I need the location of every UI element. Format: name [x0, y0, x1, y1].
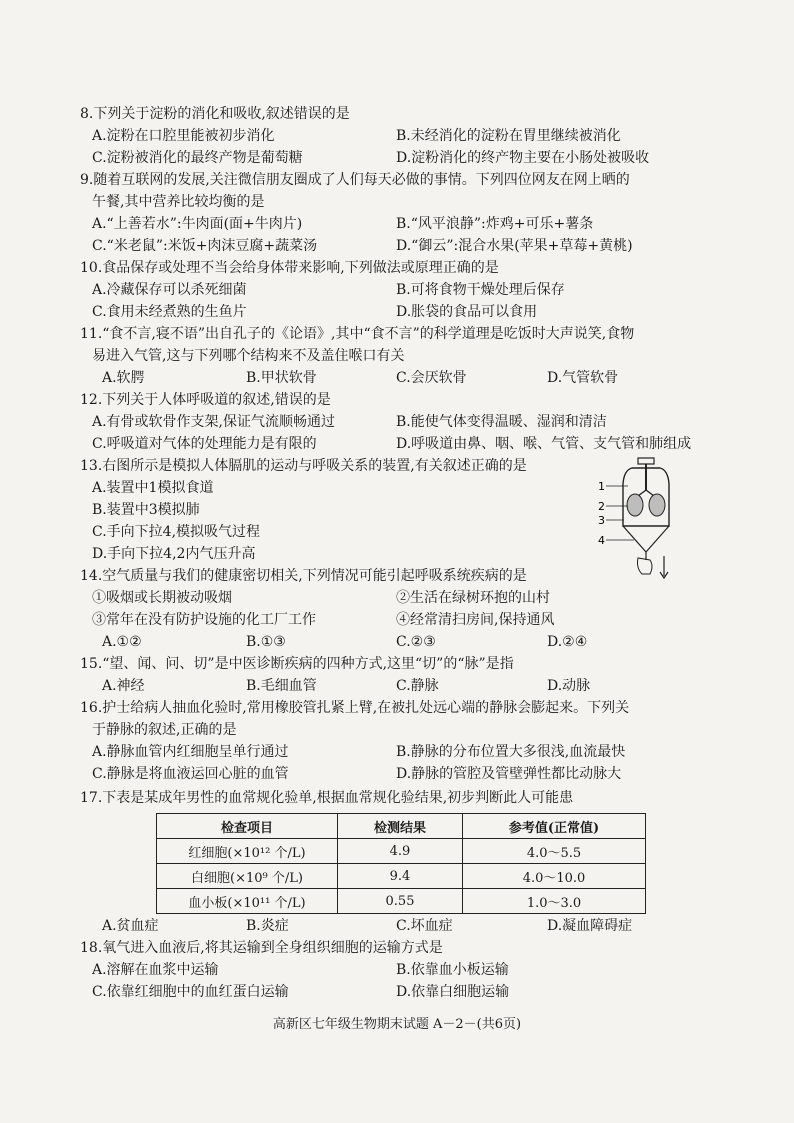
q12-stem: 12.下列关于人体呼吸道的叙述,错误的是	[80, 392, 331, 408]
cell-item: 血小板(×10¹¹ 个/L)	[157, 889, 338, 914]
table-header-row	[157, 814, 646, 839]
q12-option-a: A.有骨或软骨作支架,保证气流顺畅通过	[92, 414, 336, 430]
q15-option-d: D.动脉	[547, 678, 591, 694]
balloon-left	[627, 494, 643, 516]
blood-test-table	[156, 813, 646, 914]
q9-stem-line1: 9.随着互联网的发展,关注微信朋友圈成了人们每天必做的事情。下列四位网友在网上晒的	[80, 172, 630, 188]
q14-item-4: ④经常清扫房间,保持通风	[396, 612, 555, 628]
balloon-right	[649, 494, 665, 516]
cell-reference: 4.0～5.5	[463, 839, 646, 864]
header-result: 检测结果	[338, 814, 463, 839]
q14-item-2: ②生活在绿树环抱的山村	[396, 590, 550, 606]
q16-option-b: B.静脉的分布位置大多很浅,血流最快	[396, 744, 626, 760]
header-reference: 参考值(正常值)	[463, 814, 646, 839]
cell-result: 9.4	[338, 864, 463, 889]
q10-option-c: C.食用未经煮熟的生鱼片	[92, 304, 247, 320]
q18-option-b: B.依靠血小板运输	[396, 962, 509, 978]
cell-reference: 4.0～10.0	[463, 864, 646, 889]
q14-option-b: B.①③	[246, 634, 286, 650]
diaphragm-model-diagram	[596, 456, 676, 582]
cell-result: 4.9	[338, 839, 463, 864]
q18-option-c: C.依靠红细胞中的血红蛋白运输	[92, 984, 289, 1000]
q16-option-c: C.静脉是将血液运回心脏的血管	[92, 766, 289, 782]
q10-stem: 10.食品保存或处理不当会给身体带来影响,下列做法或原理正确的是	[80, 260, 499, 276]
header-item: 检查项目	[157, 814, 338, 839]
q17-stem: 17.下表是某成年男性的血常规化验单,根据血常规化验结果,初步判断此人可能患	[80, 790, 574, 806]
q12-option-d: D.呼吸道由鼻、咽、喉、气管、支气管和肺组成	[396, 436, 692, 452]
q13-option-c: C.手向下拉4,模拟吸气过程	[92, 524, 261, 540]
q16-stem-line1: 16.护士给病人抽血化验时,常用橡胶管扎紧上臂,在被扎处远心端的静脉会膨起来。下列关	[80, 700, 630, 716]
rubber-membrane	[623, 526, 669, 552]
q9-option-a: A.“上善若水”:牛肉面(面+牛肉片)	[92, 216, 303, 232]
q14-option-d: D.②④	[547, 634, 588, 650]
q13-option-d: D.手向下拉4,2内气压升高	[92, 546, 256, 562]
q12-option-c: C.呼吸道对气体的处理能力是有限的	[92, 436, 317, 452]
table-row	[157, 864, 646, 889]
q11-option-a: A.软腭	[102, 370, 145, 386]
q14-stem: 14.空气质量与我们的健康密切相关,下列情况可能引起呼吸系统疾病的是	[80, 568, 527, 584]
q9-stem-line2: 午餐,其中营养比较均衡的是	[92, 194, 265, 210]
q16-stem-line2: 于静脉的叙述,正确的是	[92, 722, 237, 738]
q17-option-c: C.坏血症	[396, 918, 453, 934]
q15-stem: 15.“望、闻、问、切”是中医诊断疾病的四种方式,这里“切”的“脉”是指	[80, 656, 514, 672]
q17-option-b: B.炎症	[246, 918, 289, 934]
cell-result: 0.55	[338, 889, 463, 914]
q11-option-d: D.气管软骨	[547, 370, 619, 386]
q8-option-c: C.淀粉被消化的最终产物是葡萄糖	[92, 150, 303, 166]
q18-stem: 18.氧气进入血液后,将其运输到全身组织细胞的运输方式是	[80, 940, 443, 956]
cell-item: 白细胞(×10⁹ 个/L)	[157, 864, 338, 889]
label-4: 4	[598, 534, 605, 547]
q11-option-b: B.甲状软骨	[246, 370, 317, 386]
q15-option-a: A.神经	[102, 678, 145, 694]
q9-option-d: D.“御云”:混合水果(苹果+草莓+黄桃)	[396, 238, 633, 254]
q8-option-a: A.淀粉在口腔里能被初步消化	[92, 128, 275, 144]
q11-stem-line1: 11.“食不言,寝不语”出自孔子的《论语》,其中“食不言”的科学道理是吃饭时大声说笑,食物	[80, 326, 635, 342]
table-row	[157, 839, 646, 864]
q14-option-c: C.②③	[396, 634, 436, 650]
jar-stopper	[638, 458, 654, 464]
hand-icon	[638, 558, 653, 574]
q17-option-d: D.凝血障碍症	[547, 918, 633, 934]
q8-stem: 8.下列关于淀粉的消化和吸收,叙述错误的是	[80, 106, 350, 122]
cell-reference: 1.0～3.0	[463, 889, 646, 914]
q9-option-c: C.“米老鼠”:米饭+肉沫豆腐+蔬菜汤	[92, 238, 318, 254]
q10-option-d: D.胀袋的食品可以食用	[396, 304, 538, 320]
q10-option-b: B.可将食物干燥处理后保存	[396, 282, 565, 298]
q13-option-b: B.装置中3模拟肺	[92, 502, 200, 518]
q11-stem-line2: 易进入气管,这与下列哪个结构来不及盖住喉口有关	[92, 348, 405, 364]
table-row	[157, 889, 646, 914]
page-footer: 高新区七年级生物期末试题 A－2－(共6页)	[272, 1017, 522, 1032]
q14-item-3: ③常年在没有防护设施的化工厂工作	[92, 612, 316, 628]
q16-option-d: D.静脉的管腔及管壁弹性都比动脉大	[396, 766, 622, 782]
q11-option-c: C.会厌软骨	[396, 370, 467, 386]
q8-option-b: B.未经消化的淀粉在胃里继续被消化	[396, 128, 621, 144]
q18-option-a: A.溶解在血浆中运输	[92, 962, 219, 978]
label-3: 3	[598, 514, 605, 527]
q14-option-a: A.①②	[102, 634, 142, 650]
q18-option-d: D.依靠白细胞运输	[396, 984, 510, 1000]
q8-option-d: D.淀粉消化的终产物主要在小肠处被吸收	[396, 150, 650, 166]
q13-option-a: A.装置中1模拟食道	[92, 480, 214, 496]
cell-item: 红细胞(×10¹² 个/L)	[157, 839, 338, 864]
q16-option-a: A.静脉血管内红细胞呈单行通过	[92, 744, 289, 760]
q15-option-b: B.毛细血管	[246, 678, 317, 694]
label-1: 1	[598, 480, 605, 493]
q9-option-b: B.“风平浪静”:炸鸡+可乐+薯条	[396, 216, 594, 232]
q17-option-a: A.贫血症	[102, 918, 159, 934]
q12-option-b: B.能使气体变得温暖、湿润和清洁	[396, 414, 607, 430]
q13-stem: 13.右图所示是模拟人体膈肌的运动与呼吸关系的装置,有关叙述正确的是	[80, 458, 527, 474]
label-2: 2	[598, 500, 605, 513]
q10-option-a: A.冷藏保存可以杀死细菌	[92, 282, 247, 298]
q14-item-1: ①吸烟或长期被动吸烟	[92, 590, 232, 606]
q15-option-c: C.静脉	[396, 678, 439, 694]
